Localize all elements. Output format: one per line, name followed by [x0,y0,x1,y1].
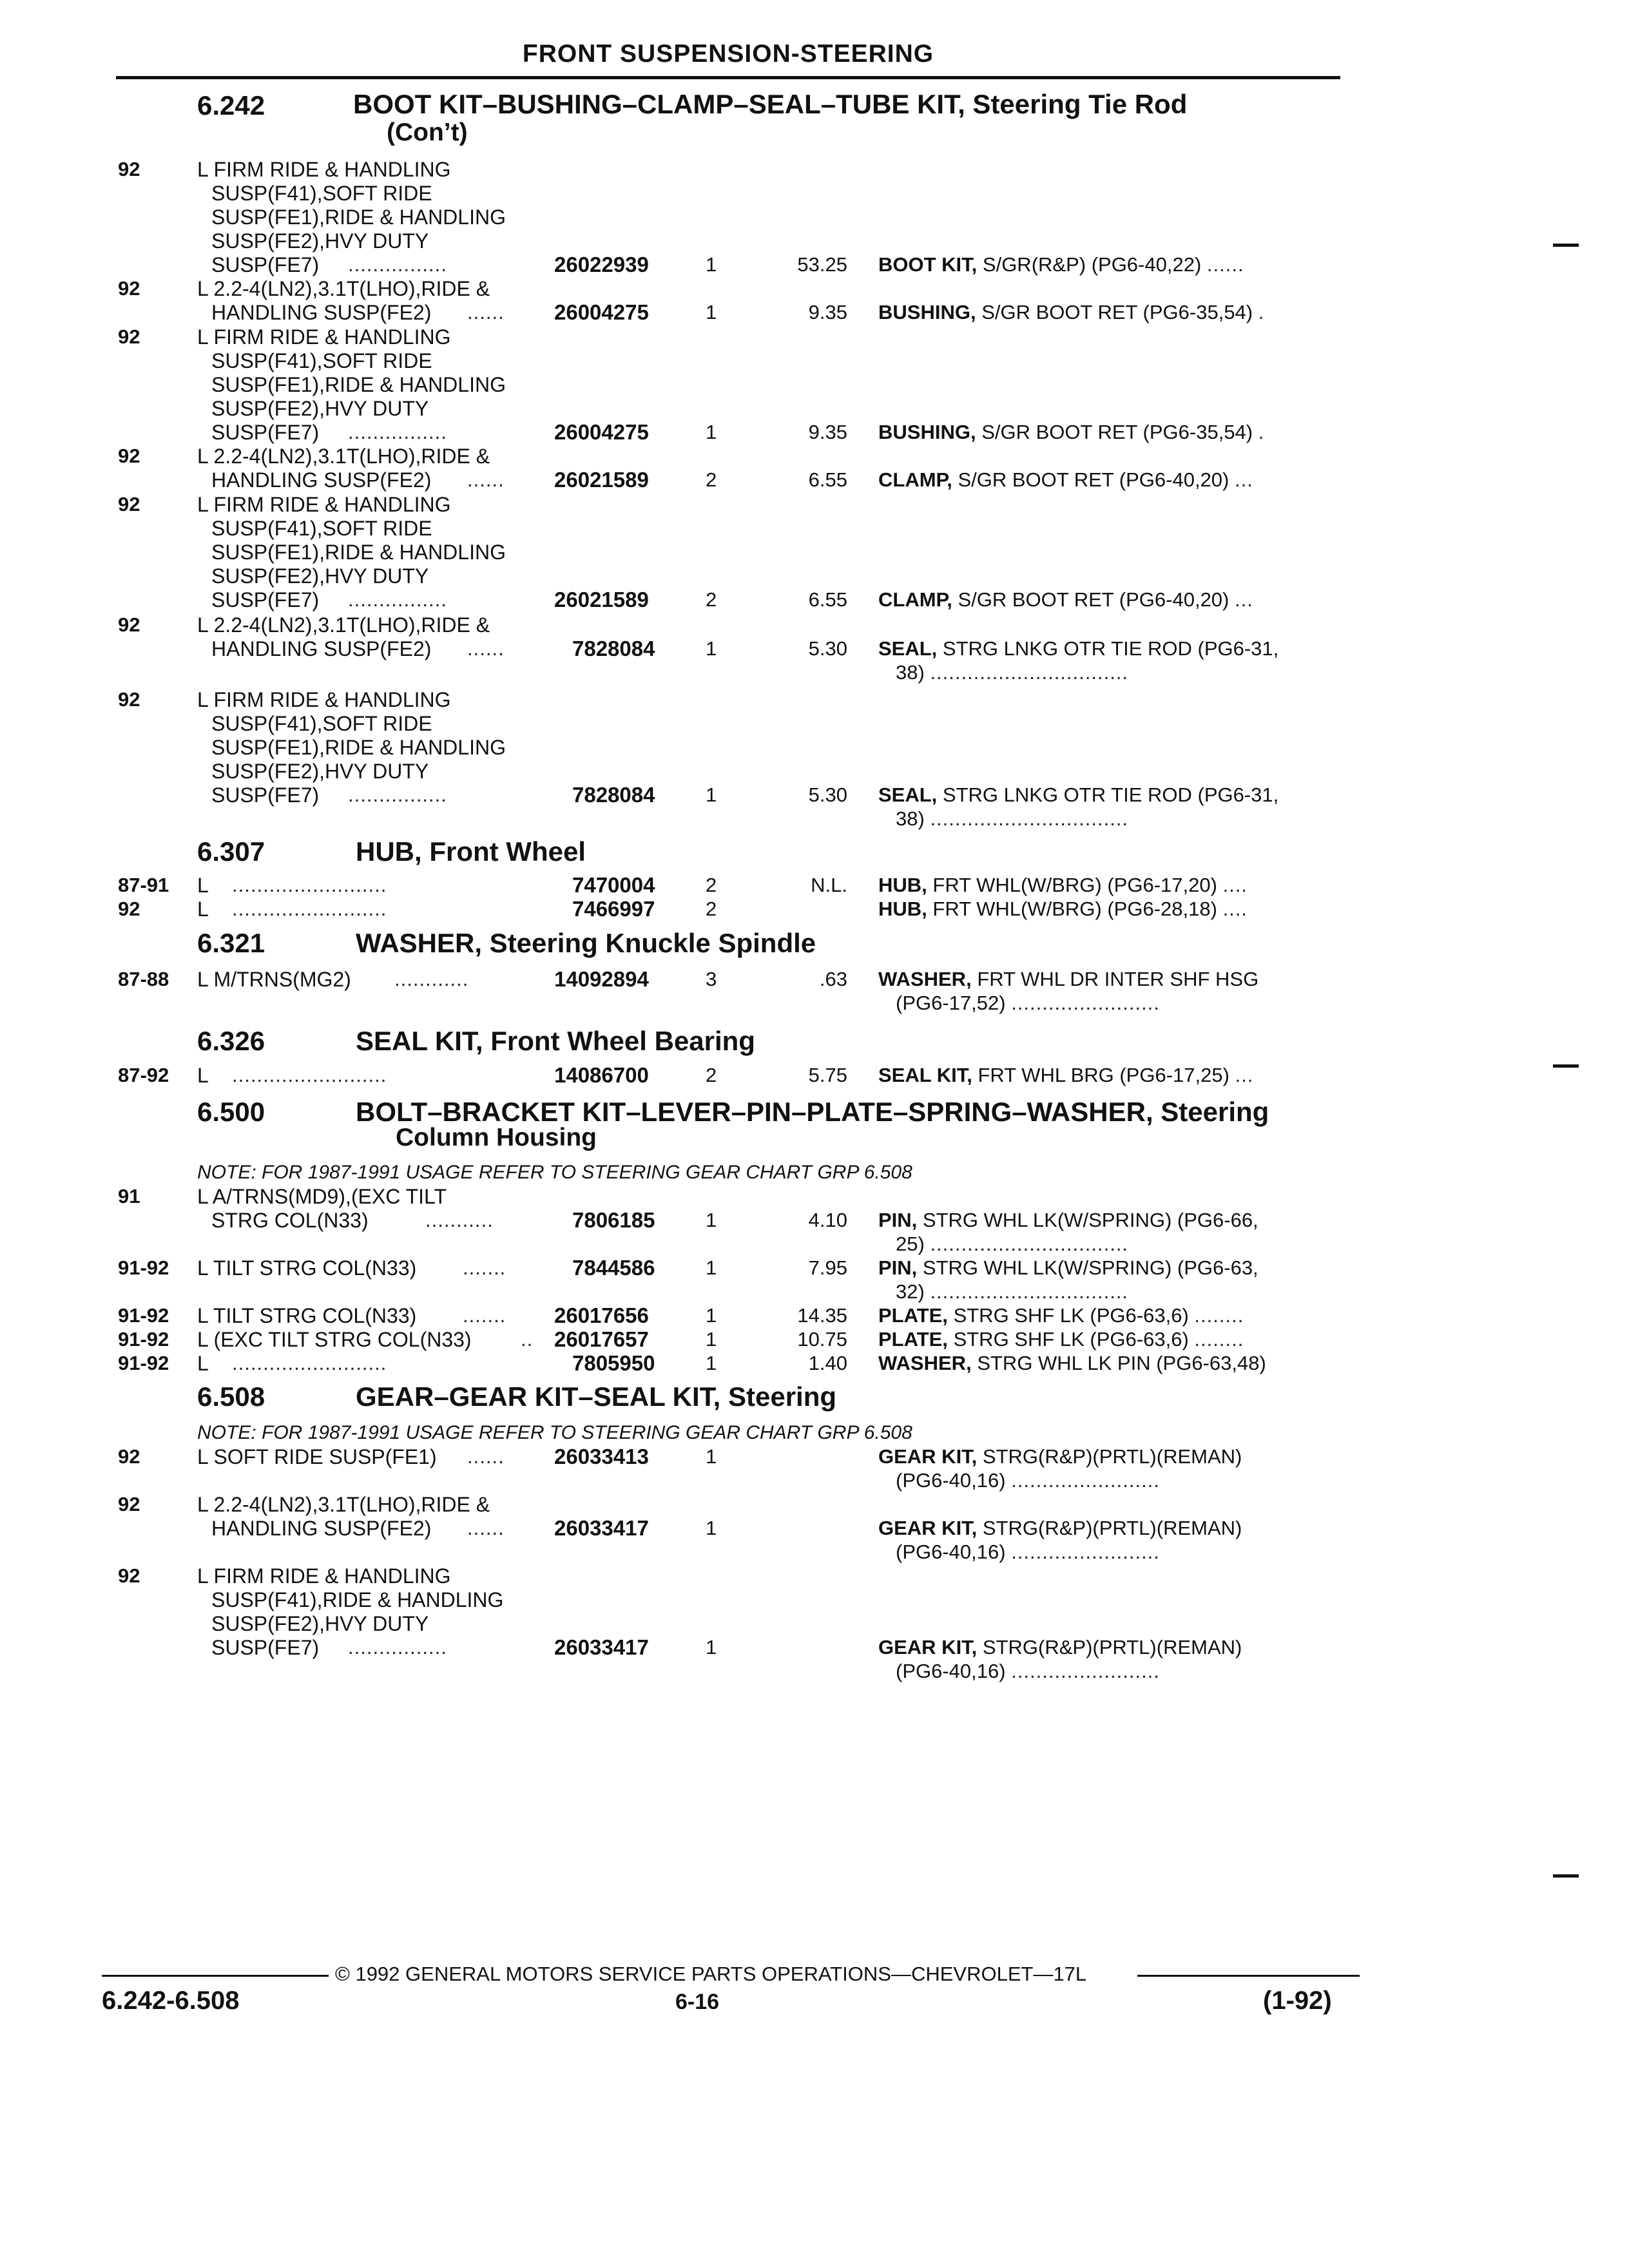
part-name: BUSHING, [878,421,976,443]
leader-dots: ......................... [232,898,387,920]
leader-dots: ......................... [232,1352,387,1374]
description: S/GR BOOT RET (PG6-40,20) [958,588,1229,611]
description: S/GR BOOT RET (PG6-40,20) [958,468,1229,491]
part-name: PIN, [878,1256,918,1279]
leader-dots: . [1258,421,1265,443]
part-number: 7466997 [572,897,655,921]
footer-copyright: © 1992 GENERAL MOTORS SERVICE PARTS OPERATIONS—CHEVROLET—17L [335,1963,1087,1985]
usage-line: SUSP(FE7) [211,783,320,807]
part-name: HUB, [878,874,927,896]
price: 6.55 [808,588,847,611]
description: STRG SHF LK (PG6-63,6) [953,1304,1189,1327]
leader-dots: ......................... [232,874,387,896]
year: 87-92 [118,1064,169,1086]
part-name: SEAL, [878,783,938,806]
year: 92 [118,688,140,711]
description-cont: (PG6-17,52) [896,992,1006,1014]
description: STRG WHL LK PIN (PG6-63,48) [977,1352,1266,1374]
quantity: 1 [706,783,717,806]
usage-line: SUSP(F41),SOFT RIDE [211,182,432,205]
leader-dots: ...... [467,1517,505,1539]
leader-dots: ................................ [930,1280,1129,1303]
description: FRT WHL DR INTER SHF HSG [977,968,1259,990]
year: 91 [118,1185,140,1207]
description: STRG(R&P)(PRTL)(REMAN) [982,1517,1242,1539]
usage-line: L 2.2-4(LN2),3.1T(LHO),RIDE & [197,277,490,300]
year: 87-91 [118,874,169,896]
section-title-cont: Column Housing [396,1124,597,1151]
usage-line: L [197,1352,209,1375]
leader-dots: ............ [394,968,469,990]
quantity: 3 [706,968,717,990]
price: .63 [819,968,847,990]
quantity: 1 [706,637,717,660]
price: 53.25 [797,253,847,276]
quantity: 1 [706,301,717,323]
description-cont: 32) [896,1280,925,1303]
part-number: 26017657 [554,1327,649,1351]
part-name: GEAR KIT, [878,1636,978,1658]
section-number: 6.307 [197,836,265,867]
price: 10.75 [797,1328,847,1350]
usage-line: SUSP(FE2),HVY DUTY [211,1612,429,1635]
leader-dots: ........ [1194,1304,1244,1327]
leader-dots: ................................ [930,661,1129,684]
footer-rule-right [1137,1975,1360,1977]
leader-dots: ................ [348,588,447,611]
part-name: CLAMP, [878,468,952,491]
part-number: 7844586 [572,1256,655,1280]
leader-dots: .... [1222,874,1248,896]
section-number: 6.326 [197,1026,265,1056]
quantity: 2 [706,874,717,896]
leader-dots: ...... [467,637,505,660]
leader-dots: . [1258,301,1265,323]
leader-dots: ........................ [1011,1660,1160,1682]
leader-dots: ...... [467,468,505,491]
part-number: 14086700 [554,1063,649,1087]
usage-line: HANDLING SUSP(FE2) [211,637,432,660]
description-cont: (PG6-40,16) [896,1469,1006,1492]
footer-section-range: 6.242-6.508 [102,1986,240,2015]
quantity: 1 [706,1304,717,1327]
description: FRT WHL(W/BRG) (PG6-28,18) [932,898,1217,920]
page-header [116,40,1340,79]
leader-dots: ...... [1206,253,1244,276]
quantity: 2 [706,898,717,920]
part-name: CLAMP, [878,588,952,611]
price: 14.35 [797,1304,847,1327]
usage-line: SUSP(F41),SOFT RIDE [211,517,432,540]
price: 9.35 [808,301,847,323]
section-number: 6.500 [197,1097,265,1127]
footer-page-number: 6-16 [675,1990,720,2014]
description: FRT WHL(W/BRG) (PG6-17,20) [932,874,1217,896]
usage-line: L (EXC TILT STRG COL(N33) [197,1328,472,1351]
description: S/GR BOOT RET (PG6-35,54) [981,421,1253,443]
usage-line: L FIRM RIDE & HANDLING [197,688,451,711]
quantity: 1 [706,1328,717,1350]
part-number: 26021589 [554,588,649,611]
description-cont: 25) [896,1233,925,1255]
usage-line: SUSP(F41),RIDE & HANDLING [211,1588,504,1611]
year: 92 [118,325,140,348]
quantity: 1 [706,1445,717,1468]
part-name: WASHER, [878,968,972,990]
price: 7.95 [808,1256,847,1279]
price: 6.55 [808,468,847,491]
footer-rule-left [102,1975,329,1977]
section-number: 6.242 [197,90,265,120]
usage-line: L A/TRNS(MD9),(EXC TILT [197,1185,447,1208]
usage-line: HANDLING SUSP(FE2) [211,1517,432,1540]
part-number: 7828084 [572,783,655,807]
description: FRT WHL BRG (PG6-17,25) [978,1064,1229,1086]
quantity: 1 [706,1352,717,1374]
quantity: 1 [706,1209,717,1231]
quantity: 2 [706,1064,717,1086]
part-number: 26004275 [554,420,649,444]
leader-dots: ... [1235,588,1253,611]
leader-dots: .. [521,1328,534,1350]
price: 5.30 [808,783,847,806]
part-name: PLATE, [878,1304,948,1327]
usage-line: SUSP(FE2),HVY DUTY [211,397,429,420]
part-number: 26021589 [554,468,649,492]
leader-dots: ........................ [1011,1469,1160,1492]
year: 92 [118,898,140,920]
description: STRG SHF LK (PG6-63,6) [953,1328,1189,1350]
usage-line: SUSP(FE7) [211,253,320,276]
usage-line: L FIRM RIDE & HANDLING [197,1564,451,1588]
leader-dots: ......................... [232,1064,387,1086]
leader-dots: ................ [348,421,447,443]
year: 92 [118,277,140,300]
year: 92 [118,613,140,636]
usage-line: L [197,874,209,897]
quantity: 1 [706,421,717,443]
description-cont: 38) [896,661,925,684]
page-title: FRONT SUSPENSION-STEERING [522,40,934,68]
margin-mark [1553,1064,1579,1068]
usage-line: SUSP(FE1),RIDE & HANDLING [211,541,506,564]
part-name: HUB, [878,898,927,920]
description: S/GR BOOT RET (PG6-35,54) [981,301,1253,323]
leader-dots: ........................ [1011,1541,1160,1563]
description: STRG LNKG OTR TIE ROD (PG6-31, [942,637,1279,660]
part-number: 26004275 [554,300,649,324]
price: N.L. [811,874,847,896]
price: 5.75 [808,1064,847,1086]
section-title: WASHER, Steering Knuckle Spindle [356,928,816,958]
section-title: HUB, Front Wheel [356,836,586,867]
year: 91-92 [118,1328,169,1350]
year: 92 [118,1564,140,1587]
year: 92 [118,493,140,515]
year: 92 [118,445,140,467]
section-title: BOLT–BRACKET KIT–LEVER–PIN–PLATE–SPRING–WASHER, Steering [356,1097,1269,1127]
margin-mark [1553,1874,1579,1878]
usage-line: SUSP(F41),SOFT RIDE [211,712,432,735]
leader-dots: ........ [1194,1328,1244,1350]
usage-line: SUSP(F41),SOFT RIDE [211,349,432,372]
section-note: NOTE: FOR 1987-1991 USAGE REFER TO STEERING GEAR CHART GRP 6.508 [197,1162,912,1183]
leader-dots: ........... [425,1209,494,1231]
usage-line: SUSP(FE2),HVY DUTY [211,564,429,588]
leader-dots: ... [1235,1064,1254,1086]
year: 92 [118,1445,140,1468]
part-name: WASHER, [878,1352,972,1374]
part-number: 26033417 [554,1635,649,1659]
part-name: BOOT KIT, [878,253,978,276]
quantity: 1 [706,1517,717,1539]
usage-line: L 2.2-4(LN2),3.1T(LHO),RIDE & [197,613,490,637]
part-name: PIN, [878,1209,918,1231]
usage-line: L [197,1064,209,1087]
year: 91-92 [118,1352,169,1374]
section-continued: (Con’t) [387,119,468,146]
part-number: 14092894 [554,967,649,991]
leader-dots: ........................ [1011,992,1160,1014]
year: 91-92 [118,1256,169,1279]
part-name: SEAL, [878,637,938,660]
margin-mark [1553,244,1579,247]
part-name: SEAL KIT, [878,1064,972,1086]
usage-line: L TILT STRG COL(N33) [197,1304,417,1327]
usage-line: L 2.2-4(LN2),3.1T(LHO),RIDE & [197,445,490,468]
leader-dots: .... [1222,898,1248,920]
description-cont: (PG6-40,16) [896,1660,1006,1682]
part-number: 26033417 [554,1516,649,1540]
usage-line: HANDLING SUSP(FE2) [211,301,432,324]
description: STRG(R&P)(PRTL)(REMAN) [982,1445,1242,1468]
description: STRG WHL LK(W/SPRING) (PG6-63, [922,1256,1258,1279]
section-number: 6.321 [197,928,265,958]
price: 9.35 [808,421,847,443]
leader-dots: ................ [348,783,447,806]
quantity: 1 [706,1256,717,1279]
year: 92 [118,158,140,180]
price: 4.10 [808,1209,847,1231]
usage-line: L M/TRNS(MG2) [197,968,351,991]
usage-line: SUSP(FE2),HVY DUTY [211,760,429,783]
section-title: BOOT KIT–BUSHING–CLAMP–SEAL–TUBE KIT, Steering Tie Rod [353,89,1188,119]
description: STRG LNKG OTR TIE ROD (PG6-31, [942,783,1279,806]
section-note: NOTE: FOR 1987-1991 USAGE REFER TO STEERING GEAR CHART GRP 6.508 [197,1422,912,1443]
price: 5.30 [808,637,847,660]
usage-line: HANDLING SUSP(FE2) [211,468,432,492]
part-name: GEAR KIT, [878,1445,978,1468]
part-number: 7806185 [572,1208,655,1232]
description-cont: (PG6-40,16) [896,1541,1006,1563]
usage-line: STRG COL(N33) [211,1209,369,1232]
part-name: GEAR KIT, [878,1517,978,1539]
part-name: BUSHING, [878,301,976,323]
usage-line: L FIRM RIDE & HANDLING [197,325,451,349]
usage-line: L [197,898,209,921]
leader-dots: ................................ [930,1233,1129,1255]
usage-line: SUSP(FE7) [211,1636,320,1659]
description-cont: 38) [896,807,925,830]
quantity: 2 [706,468,717,491]
leader-dots: ... [1235,468,1253,491]
part-number: 7470004 [572,873,655,897]
usage-line: L TILT STRG COL(N33) [197,1256,417,1280]
description: S/GR(R&P) (PG6-40,22) [982,253,1202,276]
usage-line: L FIRM RIDE & HANDLING [197,493,451,516]
year: 91-92 [118,1304,169,1327]
usage-line: SUSP(FE1),RIDE & HANDLING [211,373,506,396]
part-number: 26017656 [554,1303,649,1327]
usage-line: SUSP(FE7) [211,421,320,444]
quantity: 2 [706,588,717,611]
quantity: 1 [706,253,717,276]
section-title: GEAR–GEAR KIT–SEAL KIT, Steering [356,1381,837,1412]
usage-line: SUSP(FE1),RIDE & HANDLING [211,206,506,229]
usage-line: SUSP(FE7) [211,588,320,611]
year: 87-88 [118,968,169,990]
quantity: 1 [706,1636,717,1658]
leader-dots: ....... [463,1256,506,1279]
leader-dots: ....... [463,1304,506,1327]
part-number: 26022939 [554,253,649,276]
year: 92 [118,1493,140,1515]
usage-line: SUSP(FE1),RIDE & HANDLING [211,736,506,759]
footer-date: (1-92) [1263,1986,1332,2015]
section-title: SEAL KIT, Front Wheel Bearing [356,1026,755,1056]
section-number: 6.508 [197,1381,265,1412]
leader-dots: ................................ [930,807,1129,830]
leader-dots: ...... [467,301,505,323]
price: 1.40 [808,1352,847,1374]
usage-line: L FIRM RIDE & HANDLING [197,158,451,181]
usage-line: SUSP(FE2),HVY DUTY [211,229,429,253]
description: STRG WHL LK(W/SPRING) (PG6-66, [922,1209,1258,1231]
description: STRG(R&P)(PRTL)(REMAN) [982,1636,1242,1658]
leader-dots: ................ [348,253,447,276]
part-number: 26033413 [554,1445,649,1468]
leader-dots: ...... [467,1445,505,1468]
part-number: 7828084 [572,637,655,660]
usage-line: L 2.2-4(LN2),3.1T(LHO),RIDE & [197,1493,490,1516]
leader-dots: ................ [348,1636,447,1658]
usage-line: L SOFT RIDE SUSP(FE1) [197,1445,437,1468]
part-number: 7805950 [572,1351,655,1375]
part-name: PLATE, [878,1328,948,1350]
